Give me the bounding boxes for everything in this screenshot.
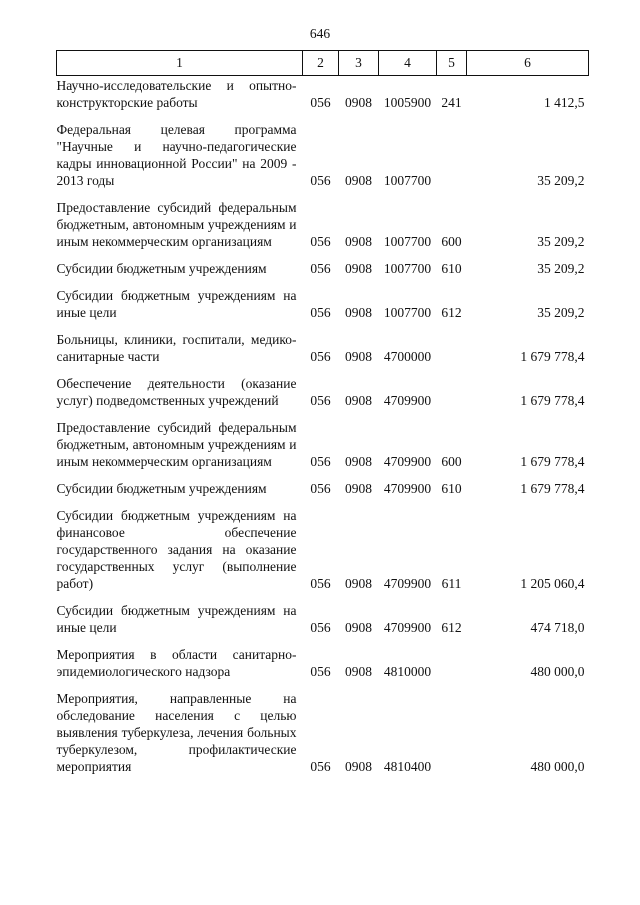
row-target-code: 1007700 — [383, 305, 432, 320]
row-target-code: 4709900 — [383, 576, 432, 591]
table-row — [57, 680, 589, 775]
row-expense-code: 612 — [441, 305, 462, 320]
table-row — [57, 592, 589, 636]
header-col-6: 6 — [467, 51, 589, 76]
row-expense-code: 241 — [441, 95, 462, 110]
row-amount: 35 209,2 — [537, 234, 585, 249]
row-section-code: 0908 — [345, 620, 372, 635]
row-name: Научно-исследовательские и опытно-конструкторские работы — [56, 78, 297, 110]
row-expense-code: 600 — [441, 234, 462, 249]
table-row — [57, 250, 589, 277]
header-col-5: 5 — [437, 51, 467, 76]
row-ministry-code: 056 — [310, 759, 331, 774]
row-name: Субсидии бюджетным учреждениям — [56, 261, 267, 276]
table-row — [57, 409, 589, 470]
row-amount: 474 718,0 — [530, 620, 585, 635]
row-ministry-code: 056 — [310, 576, 331, 591]
row-expense-code — [437, 680, 467, 775]
row-ministry-code: 056 — [310, 261, 331, 276]
row-amount: 35 209,2 — [537, 305, 585, 320]
row-name: Обеспечение деятельности (оказание услуг) подведомственных учреждений — [56, 376, 297, 408]
row-section-code: 0908 — [345, 664, 372, 679]
row-expense-code: 610 — [441, 481, 462, 496]
budget-table — [56, 50, 589, 775]
row-target-code: 4709900 — [383, 454, 432, 469]
row-expense-code — [437, 321, 467, 365]
row-name: Мероприятия в области санитарно-эпидемиологического надзора — [56, 647, 297, 679]
table-row — [57, 76, 589, 112]
row-amount: 35 209,2 — [537, 261, 585, 276]
row-amount: 480 000,0 — [530, 759, 585, 774]
row-expense-code: 612 — [441, 620, 462, 635]
row-name: Мероприятия, направленные на обследование населения с целью выявления туберкулеза, лечения больных туберкулезом, профилактические мероприятия — [56, 691, 297, 774]
row-target-code: 4810000 — [383, 664, 432, 679]
row-amount: 480 000,0 — [530, 664, 585, 679]
row-amount: 1 679 778,4 — [520, 349, 585, 364]
row-ministry-code: 056 — [310, 481, 331, 496]
row-section-code: 0908 — [345, 454, 372, 469]
row-ministry-code: 056 — [310, 95, 331, 110]
row-target-code: 1007700 — [383, 261, 432, 276]
row-section-code: 0908 — [345, 95, 372, 110]
row-amount: 1 205 060,4 — [520, 576, 585, 591]
row-target-code: 4709900 — [383, 481, 432, 496]
row-ministry-code: 056 — [310, 454, 331, 469]
row-section-code: 0908 — [345, 481, 372, 496]
row-section-code: 0908 — [345, 576, 372, 591]
table-row — [57, 321, 589, 365]
row-ministry-code: 056 — [310, 234, 331, 249]
table-row — [57, 365, 589, 409]
row-ministry-code: 056 — [310, 664, 331, 679]
table-row — [57, 189, 589, 250]
table-row — [57, 470, 589, 497]
header-col-4: 4 — [379, 51, 437, 76]
row-name: Субсидии бюджетным учреждениям на иные цели — [56, 288, 297, 320]
header-col-1: 1 — [57, 51, 303, 76]
row-target-code: 1005900 — [383, 95, 432, 110]
row-target-code: 4709900 — [383, 620, 432, 635]
table-header-row — [57, 51, 589, 76]
row-target-code: 1007700 — [383, 234, 432, 249]
row-name: Больницы, клиники, госпитали, медико-санитарные части — [56, 332, 297, 364]
row-section-code: 0908 — [345, 261, 372, 276]
row-target-code: 4709900 — [383, 393, 432, 408]
row-expense-code — [437, 365, 467, 409]
row-amount: 1 679 778,4 — [520, 481, 585, 496]
row-expense-code — [437, 636, 467, 680]
header-col-3: 3 — [339, 51, 379, 76]
table-row — [57, 636, 589, 680]
row-name: Субсидии бюджетным учреждениям на иные цели — [56, 603, 297, 635]
row-name: Предоставление субсидий федеральным бюджетным, автономным учреждениям и иным некоммерческим организациям — [56, 420, 297, 469]
row-target-code: 4700000 — [383, 349, 432, 364]
row-amount: 35 209,2 — [537, 173, 585, 188]
table-row — [57, 277, 589, 321]
row-name: Предоставление субсидий федеральным бюджетным, автономным учреждениям и иным некоммерческим организациям — [56, 200, 297, 249]
row-expense-code: 611 — [441, 576, 462, 591]
row-amount: 1 679 778,4 — [520, 393, 585, 408]
page-number: 646 — [309, 26, 331, 41]
table-row — [57, 497, 589, 592]
row-expense-code: 600 — [441, 454, 462, 469]
row-amount: 1 679 778,4 — [520, 454, 585, 469]
row-section-code: 0908 — [345, 234, 372, 249]
row-target-code: 1007700 — [383, 173, 432, 188]
row-ministry-code: 056 — [310, 349, 331, 364]
row-section-code: 0908 — [345, 349, 372, 364]
row-expense-code: 610 — [441, 261, 462, 276]
row-name: Субсидии бюджетным учреждениям на финансовое обеспечение государственного задания на оказание государственных услуг (выполнение работ) — [56, 508, 297, 591]
table-row — [57, 111, 589, 189]
row-amount: 1 412,5 — [544, 95, 585, 110]
row-section-code: 0908 — [345, 393, 372, 408]
row-section-code: 0908 — [345, 173, 372, 188]
row-name: Субсидии бюджетным учреждениям — [56, 481, 267, 496]
row-ministry-code: 056 — [310, 393, 331, 408]
row-ministry-code: 056 — [310, 305, 331, 320]
row-target-code: 4810400 — [383, 759, 432, 774]
row-section-code: 0908 — [345, 305, 372, 320]
row-expense-code — [437, 111, 467, 189]
row-ministry-code: 056 — [310, 620, 331, 635]
header-col-2: 2 — [303, 51, 339, 76]
row-section-code: 0908 — [345, 759, 372, 774]
row-name: Федеральная целевая программа "Научные и научно-педагогические кадры инновационной России" на 2009 - 2013 годы — [56, 122, 297, 188]
row-ministry-code: 056 — [310, 173, 331, 188]
